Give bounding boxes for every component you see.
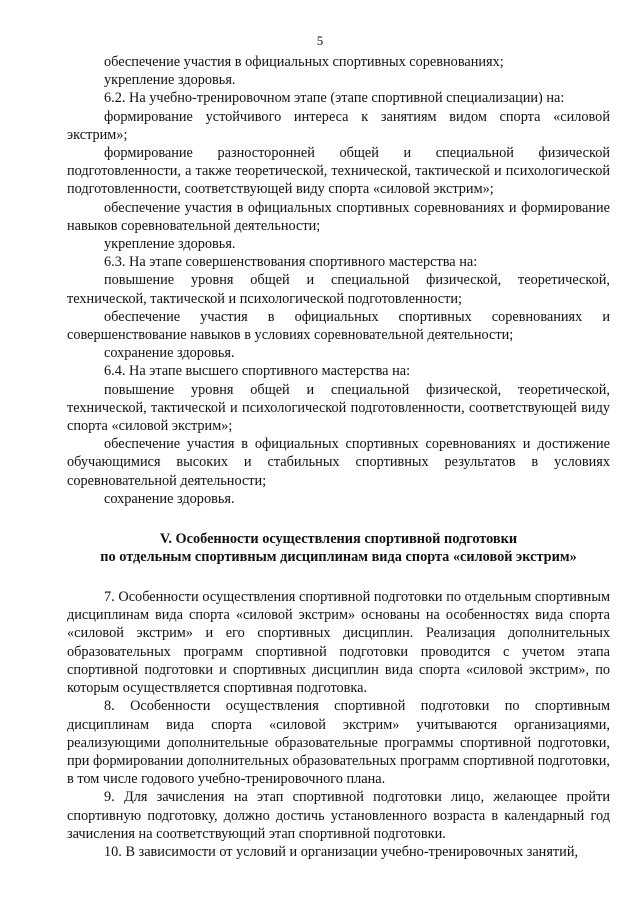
section-heading-line: по отдельным спортивным дисциплинам вида спорта «силовой экстрим» [100, 549, 577, 566]
page-number: 5 [316, 33, 324, 48]
section-heading [67, 530, 610, 566]
paragraph: повышение уровня общей и специальной физической, теоретической, технической, тактической и психологической подготовленности; [67, 272, 610, 307]
paragraph: укрепление здоровья. [104, 72, 236, 89]
paragraph: обеспечение участия в официальных спортивных соревнованиях; [104, 54, 504, 70]
paragraph: 10. В зависимости от условий и организации учебно-тренировочных занятий, [104, 843, 579, 860]
section-heading-line: V. Особенности осуществления спортивной подготовки [159, 531, 518, 548]
paragraph: 6.4. На этапе высшего спортивного мастерства на: [104, 363, 411, 380]
paragraph: сохранение здоровья. [104, 345, 235, 362]
paragraph: 6.2. На учебно-тренировочном этапе (этапе спортивной специализации) на: [104, 90, 565, 107]
paragraph: 7. Особенности осуществления спортивной подготовки по отдельным спортивным дисциплинам вида спорта «силовой экстрим» основаны на особенностях вида спорта «силовой экстрим» и его спортивных дисциплин. Реализация дополнительных образовательных программ спортивной подготовки проводится с учетом этапа спортивной подготовки и спортивных дисциплин вида спорта «силовой экстрим», по которым осуществляется спортивная подготовка. [67, 589, 610, 697]
paragraph: обеспечение участия в официальных спортивных соревнованиях и формирование навыков соревновательной деятельности; [67, 199, 610, 234]
paragraph: сохранение здоровья. [104, 490, 235, 507]
paragraph: укрепление здоровья. [104, 236, 236, 253]
paragraph: формирование устойчивого интереса к занятиям видом спорта «силовой экстрим»; [67, 108, 610, 143]
paragraph: 6.3. На этапе совершенствования спортивного мастерства на: [104, 254, 478, 271]
paragraph: обеспечение участия в официальных спортивных соревнованиях и совершенствование навыков в условиях соревновательной деятельности; [67, 308, 610, 344]
paragraph: 9. Для зачисления на этап спортивной подготовки лицо, желающее пройти спортивную подготовку, должно достичь установленного возраста в календарный год зачисления на соответствующий этап спортивной подготовки. [67, 789, 610, 842]
paragraph: повышение уровня общей и специальной физической, теоретической, технической, тактической и психологической подготовленности, соответствующей виду спорта «силовой экстрим»; [67, 381, 610, 435]
document-body [67, 53, 610, 861]
paragraph: формирование разносторонней общей и специальной физической подготовленности, а также теоретической, технической, тактической и психологической подготовленности, соответствующей виду спорта «силовой экстрим»; [67, 145, 610, 198]
paragraph: 8. Особенности осуществления спортивной подготовки по спортивным дисциплинам вида спорта «силовой экстрим» учитываются организациями, реализующими дополнительные образовательные программы спортивной подготовки, при формировании дополнительных образовательных программ спортивной подготовки, в том числе годового учебно-тренировочного плана. [67, 698, 610, 788]
paragraph: обеспечение участия в официальных спортивных соревнованиях и достижение обучающимися высоких и стабильных спортивных результатов в условиях соревновательной деятельности; [67, 436, 610, 489]
